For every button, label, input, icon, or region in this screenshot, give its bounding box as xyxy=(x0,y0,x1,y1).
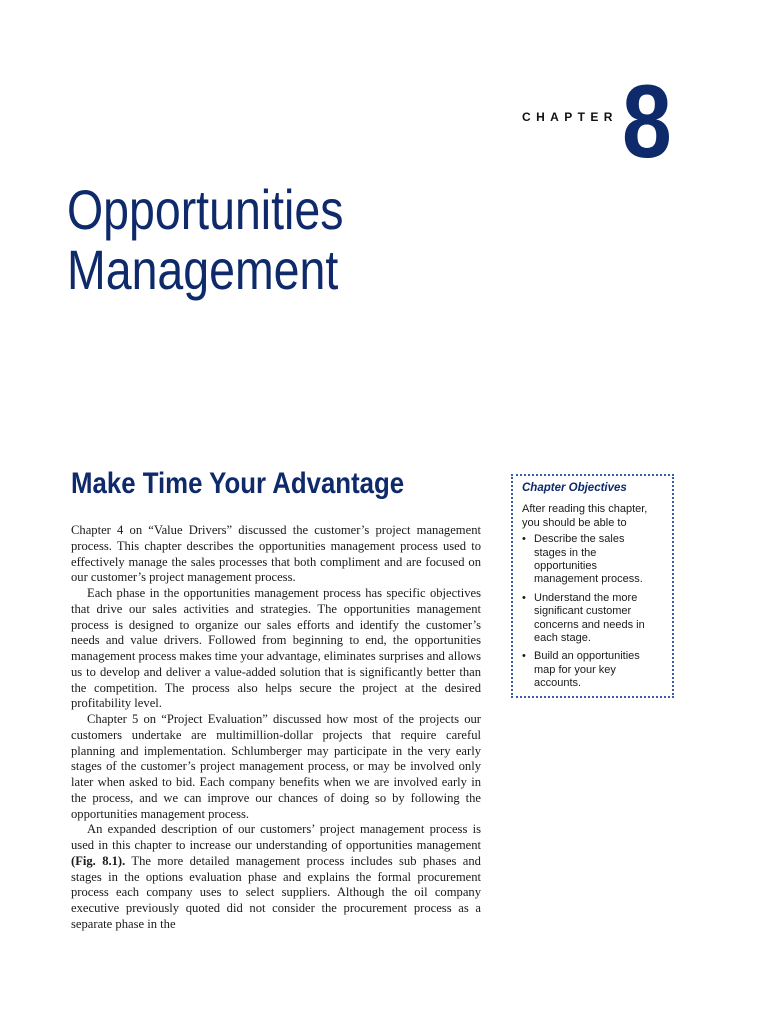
chapter-title xyxy=(67,180,343,300)
objective-text: Describe the sales stages in the opportunities management process. xyxy=(534,533,643,586)
objective-item xyxy=(522,592,654,646)
objective-item xyxy=(522,533,654,587)
objectives-title: Chapter Objectives xyxy=(522,482,627,494)
paragraph-4-end: The more detailed management process includes sub phases and stages in the options evaluation phase and explains the formal procurement process each company uses to select suppliers. Although the oil company executive previously quoted did not consider the procurement process as a separate phase in the xyxy=(71,853,481,931)
objectives-intro: After reading this chapter, you should be able to xyxy=(522,503,648,529)
paragraph-3: Chapter 5 on “Project Evaluation” discussed how most of the projects our customers undertake are multimillion-dollar projects that require careful planning and implementation. Schlumberger may participate in the very early stages of the customer’s project management process, or may be involved only later when asked to bid. Each company benefits when we are involved early in the process, and we can improve our chances of doing so by following the opportunities management process. xyxy=(71,712,481,821)
chapter-number: 8 xyxy=(622,64,672,180)
objective-text: Understand the more significant customer concerns and needs in each stage. xyxy=(534,591,645,645)
bullet-icon: • xyxy=(522,591,526,604)
chapter-title-line1: Opportunities xyxy=(67,178,344,241)
figure-reference: (Fig. 8.1). xyxy=(71,853,126,868)
objective-text: Build an opportunities map for your key accounts. xyxy=(534,650,640,690)
paragraph-1: Chapter 4 on “Value Drivers” discussed the customer’s project management process. This chapter describes the opportunities management process used to effectively manage the sales processes that both compliment and are focused on our customer’s project management process. xyxy=(71,523,481,585)
body-text xyxy=(71,523,481,933)
objective-item xyxy=(522,650,654,690)
paragraph-2: Each phase in the opportunities management process has specific objectives that drive our sales activities and strategies. The opportunities management process is designed to organize our sales efforts and identify the customer’s needs and value drivers. Followed from beginning to end, the opportunities management process makes time your advantage, eliminates surprises and allows us to develop and deliver a value-added solution that is significantly better than the competition. The process also helps secure the project at the desired profitability level. xyxy=(71,586,481,711)
paragraph-4 xyxy=(71,822,481,932)
section-heading: Make Time Your Advantage xyxy=(71,467,405,500)
chapter-label: CHAPTER xyxy=(522,110,618,124)
bullet-icon: • xyxy=(522,650,526,663)
chapter-objectives-box xyxy=(511,474,674,698)
paragraph-4-start: An expanded description of our customers’ project management process is used in this chapter to increase our understanding of opportunities management xyxy=(71,822,481,852)
bullet-icon: • xyxy=(522,533,526,546)
objectives-list xyxy=(522,533,672,690)
chapter-title-line2: Management xyxy=(67,238,339,301)
